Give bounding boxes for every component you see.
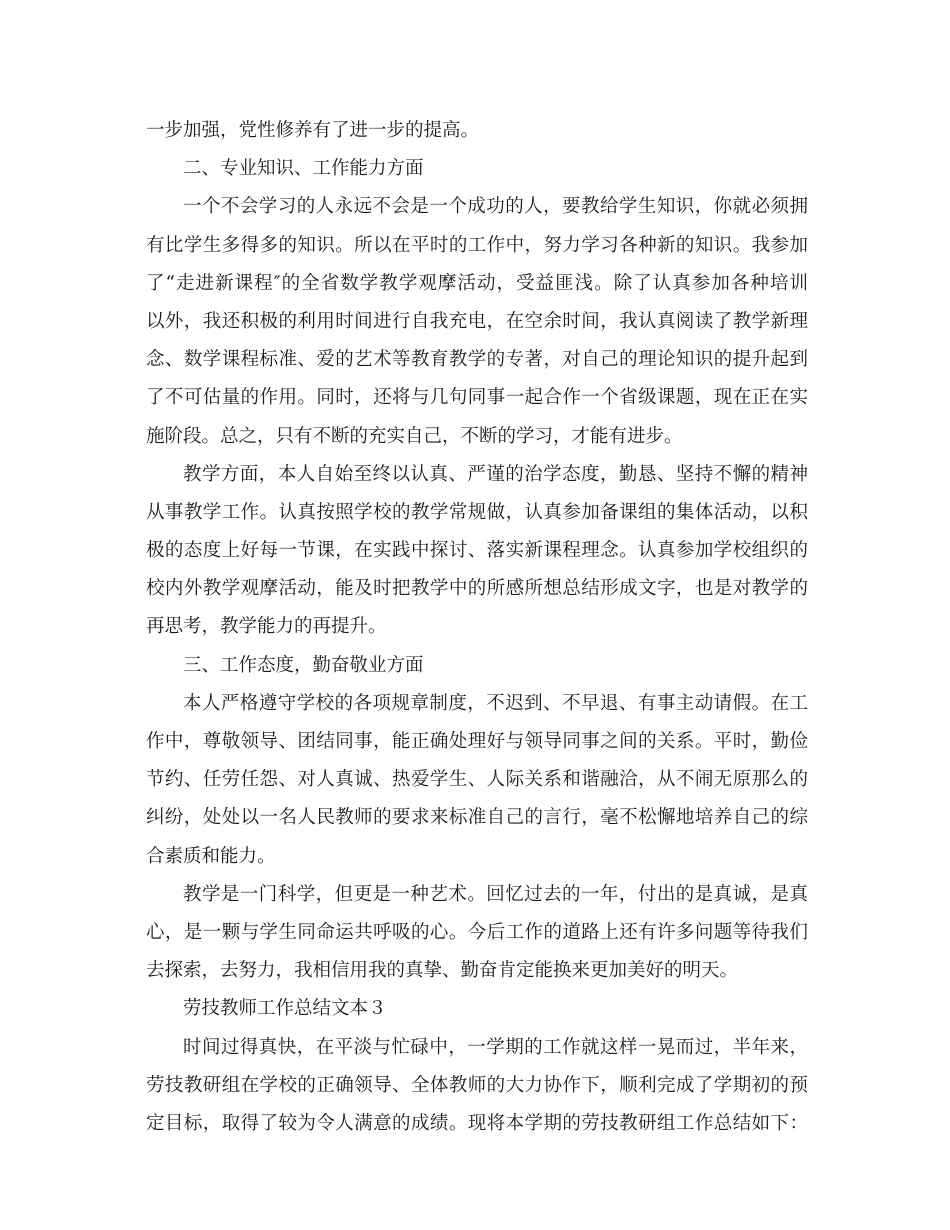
text-line: 作中，尊敬领导、团结同事，能正确处理好与领导同事之间的关系。平时，勤俭 (146, 731, 808, 752)
text-line: 合素质和能力。 (146, 845, 276, 867)
text-line: 三、工作态度，勤奋敬业方面 (183, 654, 424, 676)
text-line: 校内外教学观摩活动，能及时把教学中的所感所想总结形成文字，也是对教学的 (146, 578, 808, 600)
text-line: 一步加强，党性修养有了进一步的提高。 (146, 120, 480, 141)
text-line: 去探索，去努力，我相信用我的真挚、勤奋肯定能换来更加美好的明天。 (146, 960, 739, 982)
text-line: 施阶段。总之，只有不断的充实自己，不断的学习，才能有进步。 (146, 425, 683, 447)
text-line: 一个不会学习的人永远不会是一个成功的人，要教给学生知识，你就必须拥 (183, 196, 808, 218)
text-line: 了“走进新课程″的全省数学教学观摩活动，受益匪浅。除了认真参加各种培训 (146, 272, 808, 294)
text-line: 节约、任劳任怨、对人真诚、热爱学生、人际关系和谐融洽，从不闹无原那么的 (146, 769, 808, 791)
text-line: 二、专业知识、工作能力方面 (183, 158, 424, 180)
text-line: 心，是一颗与学生同命运共呼吸的心。今后工作的道路上还有许多问题等待我们 (146, 921, 808, 943)
text-line: 本人严格遵守学校的各项规章制度，不迟到、不早退、有事主动请假。在工 (183, 692, 808, 714)
text-line: 从事教学工作。认真按照学校的教学常规做，认真参加备课组的集体活动，以积 (146, 501, 808, 523)
text-line: 劳技教师工作总结文本３ (183, 998, 387, 1020)
text-line: 劳技教研组在学校的正确领导、全体教师的大力协作下，顺利完成了学期初的预 (146, 1074, 808, 1096)
text-line: 教学方面，本人自始至终以认真、严谨的治学态度，勤恳、坚持不懈的精神 (183, 463, 808, 485)
text-line: 有比学生多得多的知识。所以在平时的工作中，努力学习各种新的知识。我参加 (146, 234, 808, 256)
text-line: 了不可估量的作用。同时，还将与几句同事一起合作一个省级课题，现在正在实 (146, 387, 808, 409)
text-line: 纠纷，处处以一名人民教师的要求来标准自己的言行，毫不松懈地培养自己的综 (146, 807, 808, 829)
text-line: 时间过得真快，在平淡与忙碌中，一学期的工作就这样一晃而过，半年来， (183, 1036, 808, 1058)
text-line: 再思考，教学能力的再提升。 (146, 616, 387, 638)
document-page (146, 112, 808, 1143)
text-line: 定目标，取得了较为令人满意的成绩。现将本学期的劳技教研组工作总结如下： (146, 1112, 808, 1134)
text-line: 念、数学课程标准、爱的艺术等教育教学的专著，对自己的理论知识的提升起到 (146, 349, 808, 371)
text-line: 极的态度上好每一节课，在实践中探讨、落实新课程理念。认真参加学校组织的 (146, 540, 808, 562)
text-line: 教学是一门科学，但更是一种艺术。回忆过去的一年，付出的是真诚，是真 (183, 883, 808, 905)
text-line: 以外，我还积极的利用时间进行自我充电，在空余时间，我认真阅读了教学新理 (146, 310, 808, 332)
